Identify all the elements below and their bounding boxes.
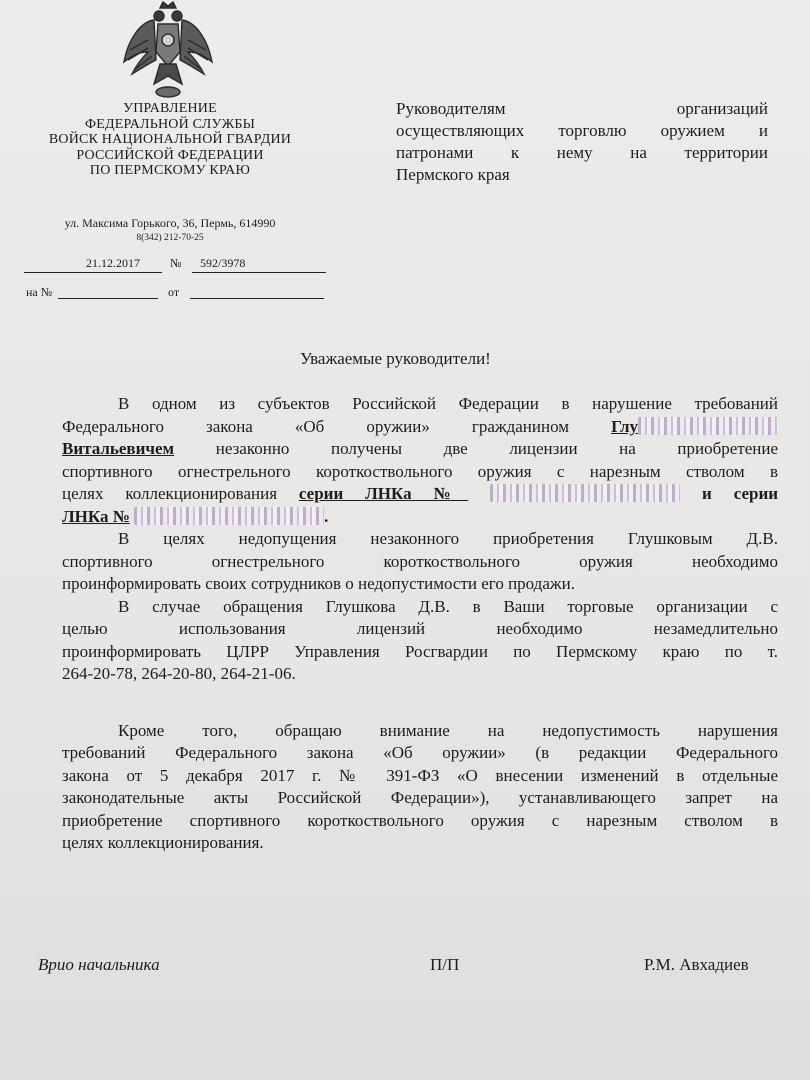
body-line: Кроме того, обращаю внимание на недопустимость нарушения [118, 720, 778, 740]
paragraph-2 [62, 528, 778, 596]
number-underline [192, 272, 326, 273]
ref-label: на № [26, 285, 53, 299]
number-label: № [170, 256, 182, 270]
body-line: спортивного огнестрельного короткоствольного оружия с нарезным стволом в [62, 461, 778, 481]
paragraph-1 [62, 393, 778, 528]
redacted-license-number [134, 507, 324, 525]
greeting: Уважаемые руководители! [300, 349, 491, 368]
signature-mark: П/П [430, 955, 460, 974]
body-line: приобретение спортивного короткоствольного оружия с нарезным стволом в [62, 810, 778, 830]
paragraph-4 [62, 720, 778, 855]
body-line: В одном из субъектов Российской Федерации в нарушение требований [118, 394, 778, 413]
redacted-name [638, 417, 778, 435]
agency-line: УПРАВЛЕНИЕ [123, 101, 217, 116]
recipient-line: патронами к нему на территории [396, 143, 768, 162]
body-line: спортивного огнестрельного короткоствольного оружия необходимо [62, 551, 778, 571]
body-line: проинформировать своих сотрудников о недопустимости его продажи. [62, 574, 575, 593]
body-line: проинформировать ЦЛРР Управления Росгвардии по Пермскому краю по т. [62, 641, 778, 661]
outgoing-date: 21.12.2017 [86, 256, 140, 270]
body-line: целях коллекционирования. [62, 833, 264, 852]
rosgvardia-eagle-icon [118, 0, 218, 100]
body-line: В случае обращения Глушкова Д.В. в Ваши торговые организации с [118, 596, 778, 616]
body-line: ЛНКа № . [62, 506, 329, 526]
agency-address: ул. Максима Горького, 36, Пермь, 614990 [64, 216, 276, 230]
body-line: законодательные акты Российской Федерации»), устанавливающего запрет на [62, 788, 778, 807]
recipient-line: Пермского края [396, 165, 510, 184]
body-line: целях коллекционирования серии ЛНКа № и серии [62, 484, 779, 503]
citizen-surname: Глу [611, 416, 638, 436]
agency-phone: 8(342) 212-70-25 [136, 233, 204, 243]
agency-line: РОССИЙСКОЙ ФЕДЕРАЦИИ [76, 147, 264, 163]
agency-line: ПО ПЕРМСКОМУ КРАЮ [89, 163, 251, 178]
body-line: Федерального закона «Об оружии» гражданином Глу [62, 416, 778, 439]
ref-underline [58, 298, 158, 299]
date-underline [24, 272, 162, 273]
recipient-line: осуществляющих торговлю оружием и [396, 121, 768, 140]
from-underline [190, 298, 324, 299]
recipient-line: Руководителям организаций [396, 99, 768, 118]
agency-line: ВОЙСК НАЦИОНАЛЬНОЙ ГВАРДИИ [48, 132, 292, 147]
redacted-license-number [490, 484, 680, 502]
recipient-block [396, 98, 768, 186]
body-line: В целях недопущения незаконного приобретения Глушковым Д.В. [118, 529, 778, 548]
body-line: 264-20-78, 264-20-80, 264-21-06. [62, 664, 296, 683]
body-line: закона от 5 декабря 2017 г. № 391-ФЗ «О внесении изменений в отдельные [62, 765, 778, 785]
letter-body [62, 393, 778, 855]
signatory-position: Врио начальника [38, 955, 160, 974]
body-line: требований Федерального закона «Об оружии» (в редакции Федерального [62, 743, 778, 762]
body-line: целью использования лицензий необходимо незамедлительно [62, 619, 778, 638]
paragraph-3 [62, 596, 778, 686]
body-line: Витальевичем незаконно получены две лицензии на приобретение [62, 439, 779, 458]
from-label: от [168, 285, 180, 299]
outgoing-number: 592/3978 [200, 256, 246, 270]
citizen-patronymic: Витальевичем [62, 439, 175, 458]
agency-name [20, 101, 320, 179]
agency-line: ФЕДЕРАЛЬНОЙ СЛУЖБЫ [85, 116, 255, 132]
signatory-name: Р.М. Авхадиев [644, 955, 749, 974]
